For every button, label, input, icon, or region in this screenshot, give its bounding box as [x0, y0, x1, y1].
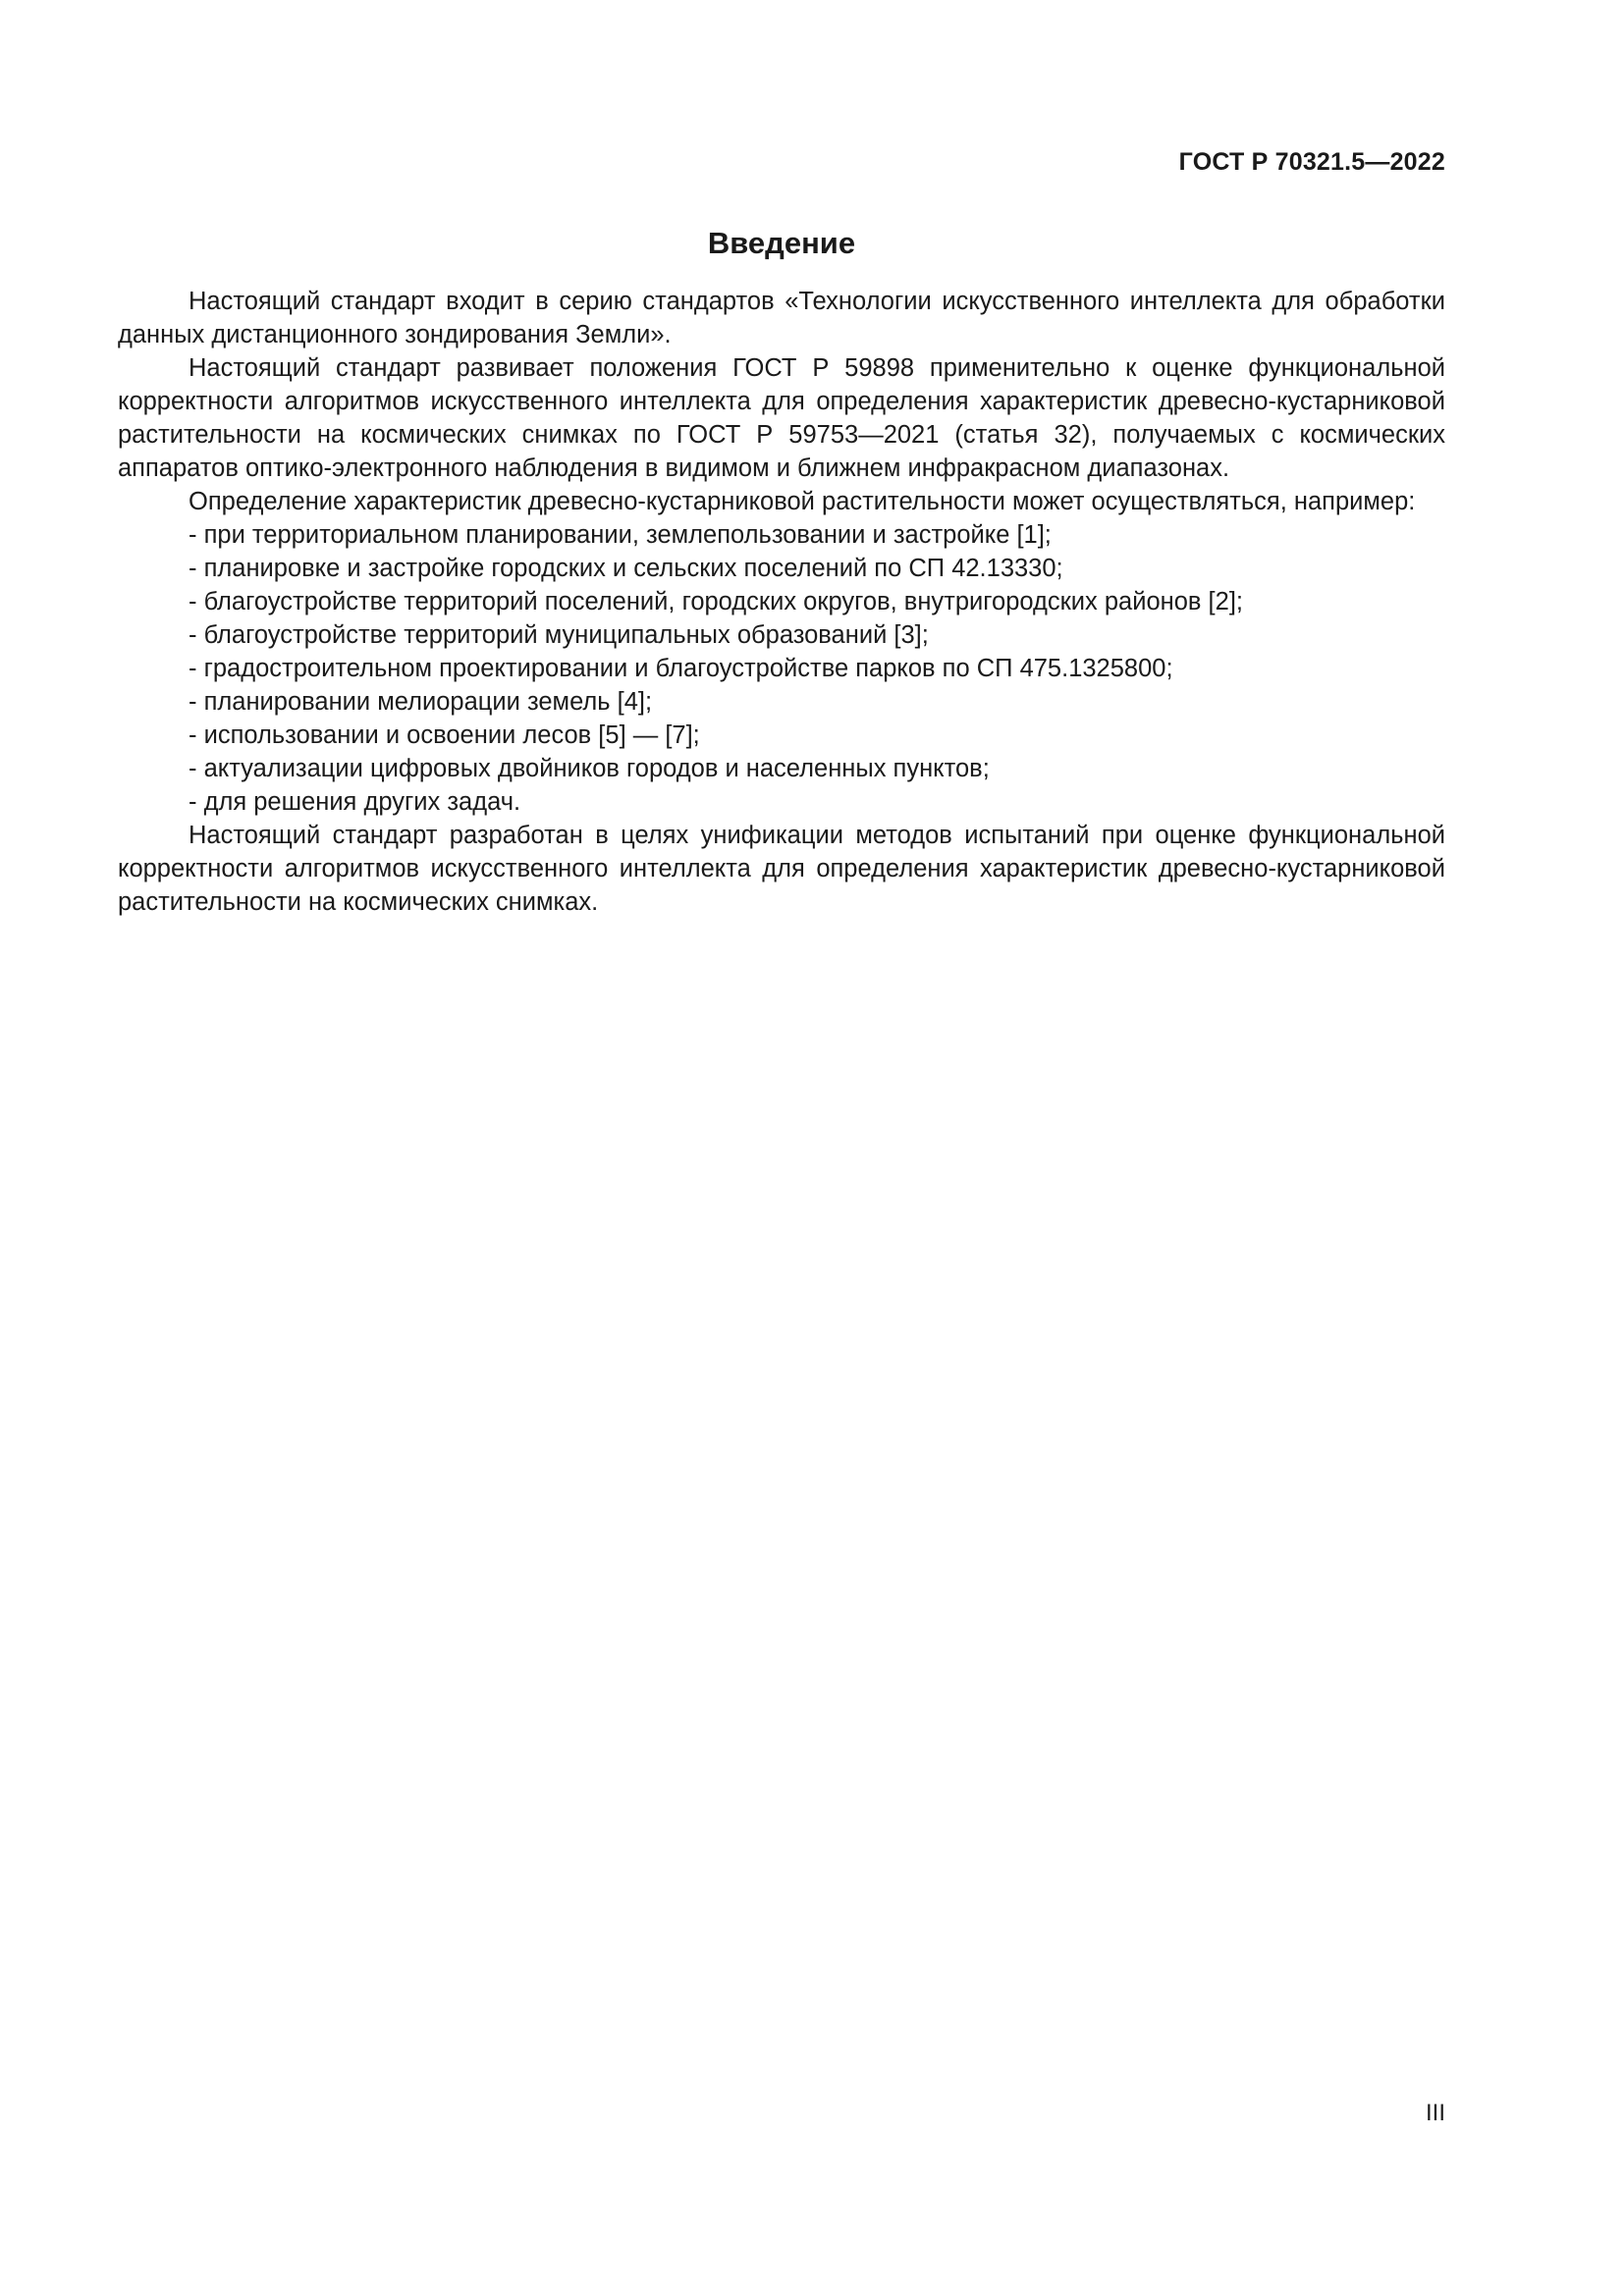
paragraph-applications-intro: Определение характеристик древесно-кустарниковой растительности может осуществляться, например:: [189, 488, 1416, 515]
list-item: - благоустройстве территорий муниципальных образований [3];: [189, 621, 929, 649]
paragraph-scope: Настоящий стандарт развивает положения ГОСТ Р 59898 применительно к оценке функциональной корректности алгоритмов искусственного интеллекта для определения характеристик древесно-кустарниковой растительности на космических снимках по ГОСТ Р 59753—2021 (статья 32), получаемых с космических аппаратов оптико-электронного наблюдения в видимом и ближнем инфракрасном диапазонах.: [118, 354, 1445, 482]
list-item: - использовании и освоении лесов [5] — [7];: [189, 721, 700, 749]
applications-list: [118, 518, 1445, 819]
section-title: Введение: [707, 226, 856, 260]
page-number: III: [1425, 2100, 1445, 2126]
paragraph-purpose: Настоящий стандарт разработан в целях унификации методов испытаний при оценке функциональной корректности алгоритмов искусственного интеллекта для определения характеристик древесно-кустарниковой растительности на космических снимках.: [118, 822, 1445, 916]
list-item: - актуализации цифровых двойников городов и населенных пунктов;: [189, 755, 990, 782]
paragraph-series: Настоящий стандарт входит в серию стандартов «Технологии искусственного интеллекта для обработки данных дистанционного зондирования Земли».: [118, 288, 1445, 348]
document-code: ГОСТ Р 70321.5—2022: [1178, 148, 1445, 176]
list-item: - благоустройстве территорий поселений, городских округов, внутригородских районов [2];: [189, 588, 1243, 615]
list-item: - планировании мелиорации земель [4];: [189, 688, 653, 716]
list-item: - планировке и застройке городских и сельских поселений по СП 42.13330;: [189, 555, 1063, 582]
body-text: [118, 285, 1445, 919]
list-item: - при территориальном планировании, землепользовании и застройке [1];: [189, 521, 1052, 549]
list-item: - градостроительном проектировании и благоустройстве парков по СП 475.1325800;: [189, 655, 1173, 682]
list-item: - для решения других задач.: [189, 788, 521, 816]
